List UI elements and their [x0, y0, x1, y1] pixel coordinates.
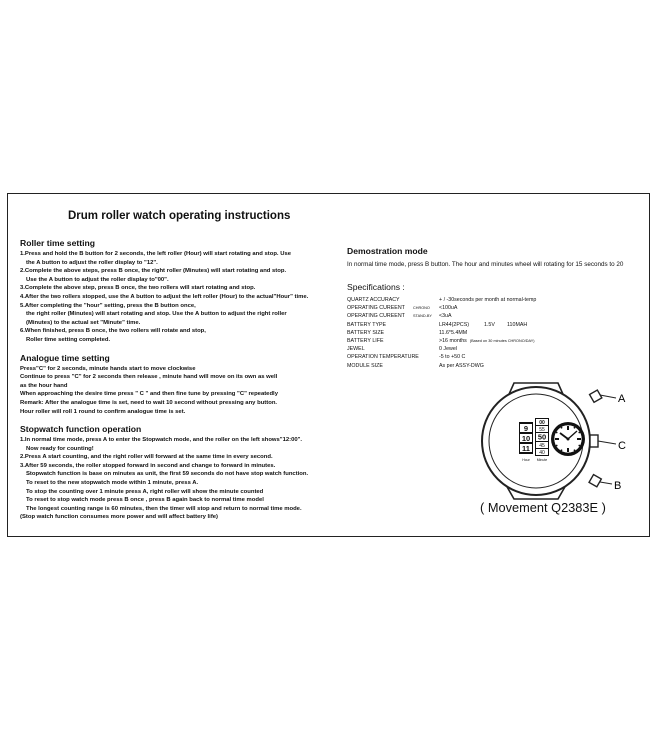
minute-caption: Minute — [536, 458, 548, 462]
instruction-line: 5.After completing the "hour" setting, press the B button once, — [20, 302, 196, 309]
instruction-line: Stopwatch function is base on minutes as unit, the first 59 seconds do not have stop watch function. — [26, 471, 309, 478]
watch-diagram — [478, 373, 638, 503]
hour-digit: 9 — [523, 424, 529, 433]
stopwatch-lines — [20, 436, 350, 522]
minute-digit: 45 — [539, 443, 545, 449]
spec-row — [347, 305, 647, 313]
hour-digit: 11 — [522, 444, 530, 453]
spec-value: <3uA — [439, 313, 452, 320]
spec-value: >16 months — [439, 337, 467, 344]
crown-c[interactable] — [590, 435, 626, 452]
instruction-line: 2.Press A start counting, and the right roller will forward at the same time in every second. — [20, 454, 273, 461]
instruction-line: 2.Complete the above steps, press B once, the right roller (Minutes) will start rotating and stop. — [20, 268, 287, 275]
instruction-line: 1.In normal time mode, press A to enter the Stopwatch mode, and the roller on the left shows"12:00". — [20, 437, 303, 444]
instruction-line: (Minutes) to the actual set "Minute" time. — [26, 319, 141, 326]
specs-heading: Specifications : — [347, 282, 405, 292]
hour-caption: Hour — [522, 458, 530, 462]
instruction-line: 3.After 59 seconds, the roller stopped forward in second and change to forward in minutes. — [20, 462, 276, 469]
spec-row — [347, 322, 647, 330]
spec-row — [347, 297, 647, 305]
spec-value: As per ASSY-DWG — [439, 362, 484, 369]
instruction-line: When approaching the desire time press " C " and then fine tune by pressing "C" repeatedly — [20, 391, 278, 398]
analogue-lines — [20, 365, 350, 417]
spec-key: BATTERY LIFE — [347, 337, 384, 344]
instruction-line: (Stop watch function consumes more power and will affect battery life) — [20, 514, 219, 521]
instruction-line: 3.Complete the above step, press B once, the two rollers will start rotating and stop. — [20, 285, 256, 292]
minute-digit: 55 — [539, 427, 545, 433]
minute-digit: 50 — [537, 432, 547, 442]
spec-sub: STAND-BY — [413, 314, 432, 319]
spec-row — [347, 354, 647, 362]
instruction-line: 6.When finished, press B once, the two rollers will rotate and stop, — [20, 328, 206, 335]
spec-row — [347, 363, 647, 371]
minute-digit: 00 — [539, 420, 545, 426]
analogue-subdial — [551, 422, 585, 456]
roller-heading: Roller time setting — [20, 238, 95, 248]
right-column — [347, 246, 647, 371]
instruction-line: 1.Press and hold the B button for 2 seconds, the left roller (Hour) will start rotating and stop. Use — [20, 251, 291, 257]
analogue-heading: Analogue time setting — [20, 352, 110, 363]
specs-table — [347, 297, 647, 371]
spec-row — [347, 330, 647, 338]
crown-b[interactable] — [589, 475, 621, 492]
stopwatch-heading: Stopwatch function operation — [20, 424, 142, 435]
spec-key: OPERATING CUREENT — [347, 305, 405, 312]
spec-value: 110MAH — [507, 321, 528, 328]
button-c-label: C — [618, 440, 626, 452]
spec-value: + / -30seconds per month at normal-temp — [439, 297, 537, 303]
spec-key: BATTERY TYPE — [347, 321, 387, 328]
spec-key: BATTERY SIZE — [347, 329, 385, 336]
instruction-line: To stop the counting over 1 minute press A, right roller will show the minute counted — [26, 488, 264, 495]
movement-label: ( Movement Q2383E ) — [480, 500, 606, 515]
instruction-line: Remark: After the analogue time is set, need to wait 10 second without pressing any button. — [20, 399, 278, 406]
spec-value: 11.6*5.4MM — [439, 329, 468, 336]
button-a-label: A — [618, 393, 626, 405]
demo-heading: Demostration mode — [347, 246, 428, 256]
instruction-line: Continue to press "C" for 2 seconds then release , minute hand will move on its own as well — [20, 374, 278, 381]
spec-value: 1.5V — [484, 321, 495, 328]
roller-lines — [20, 250, 350, 345]
instruction-line: the A button to adjust the roller display to "12". — [26, 259, 158, 266]
button-b-label: B — [614, 480, 622, 492]
minute-digit: 40 — [539, 450, 545, 456]
instruction-line: Use the A button to adjust the roller display to"00". — [26, 276, 169, 283]
instruction-line: The longest counting range is 60 minutes, then the timer will stop and return to normal time mode. — [26, 505, 302, 512]
page-title: Drum roller watch operating instructions — [68, 210, 291, 222]
minute-roller — [535, 418, 549, 462]
spec-row — [347, 346, 647, 354]
instruction-line: Roller time setting completed. — [26, 336, 111, 343]
spec-row — [347, 313, 647, 321]
instruction-line: the right roller (Minutes) will start rotating and stop. Use the A button to adjust the right roller — [26, 311, 287, 318]
spec-value: 0 Jewel — [439, 346, 457, 353]
spec-value: -5 to +50 C — [439, 354, 466, 361]
instruction-line: To reset to stop watch mode press B once , press B again back to normal time model — [26, 497, 264, 504]
instruction-line: 4.After the two rollers stopped, use the A button to adjust the left roller (Hour) to the actual"Hour" time. — [20, 293, 309, 300]
instruction-line: To reset to the new stopwatch mode within 1 minute, press A. — [26, 480, 199, 487]
spec-key: OPERATION TEMPERATURE — [347, 354, 419, 361]
left-column — [20, 238, 350, 522]
spec-sub: CHRONO — [413, 306, 430, 311]
spec-row — [347, 338, 647, 346]
spec-key: MODULE SIZE — [347, 362, 383, 369]
spec-key: JEWEL — [347, 346, 365, 353]
spec-key: OPERATING CUREENT — [347, 313, 405, 320]
spec-value-group — [439, 338, 535, 344]
instruction-line: Now ready for counting! — [26, 445, 94, 452]
hour-digit: 10 — [521, 434, 531, 443]
spec-key: QUARTZ ACCURACY — [347, 297, 400, 303]
crown-a[interactable] — [590, 390, 626, 405]
spec-value: <100uA — [439, 305, 458, 312]
demo-text: In normal time mode, press B button. The hour and minutes wheel will rotating for 15 seconds to 20 — [347, 261, 624, 268]
spec-value: LR44(2PCS) — [439, 321, 470, 328]
instructions-panel — [7, 193, 650, 537]
instruction-line: Press"C" for 2 seconds, minute hands start to move clockwise — [20, 365, 196, 372]
spec-note: (Based on 30 minutes CHRONO/DAY) — [469, 338, 535, 343]
instruction-line: Hour roller will roll 1 round to confirm analogue time is set. — [20, 408, 186, 415]
instruction-line: as the hour hand — [20, 382, 68, 389]
